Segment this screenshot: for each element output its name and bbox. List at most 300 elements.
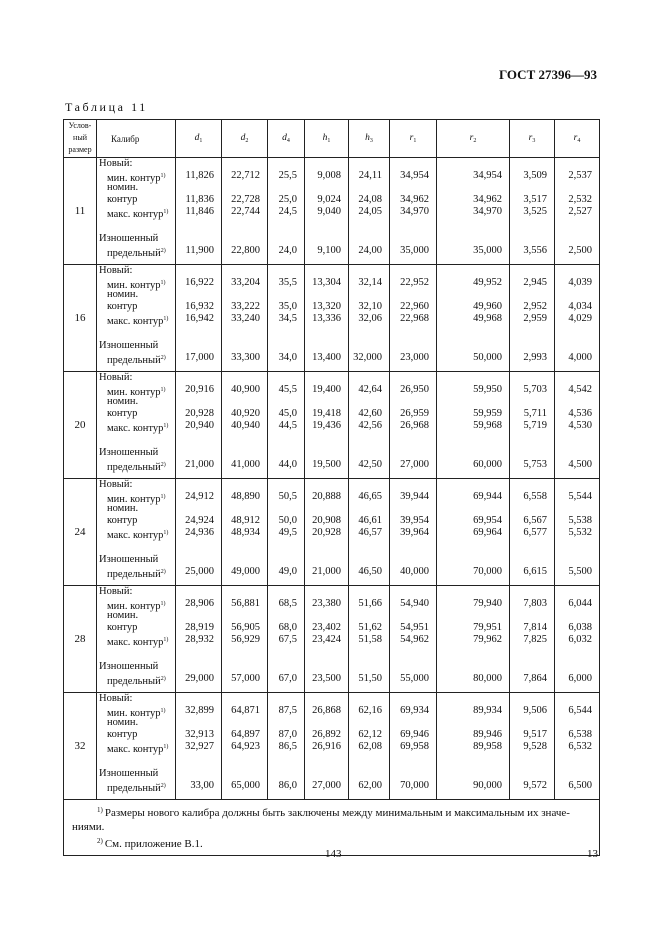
value-cell (510, 551, 555, 586)
value-nom: 69,954 (473, 515, 502, 526)
blank-line (555, 182, 592, 194)
value-nom: 7,814 (523, 622, 547, 633)
blank-line (268, 661, 297, 673)
value-nom: 5,711 (523, 408, 547, 419)
table-row-worn (64, 230, 600, 265)
blank-line (268, 768, 297, 780)
blank-line (305, 479, 341, 491)
label-new: Новый: (99, 586, 133, 597)
value-min: 5,544 (568, 491, 592, 502)
value-cell (437, 586, 510, 659)
blank-line (349, 289, 382, 301)
value-min: 42,64 (358, 384, 382, 395)
blank-line (349, 340, 382, 352)
value-nom: 16,932 (185, 301, 214, 312)
value-cell (510, 693, 555, 766)
value-cell (510, 337, 555, 372)
blank-line (268, 447, 297, 459)
col-header-r4 (555, 120, 600, 158)
label-max-text: макс. контур (107, 423, 164, 434)
blank-line (349, 182, 382, 194)
blank-line (176, 233, 214, 245)
value-worn: 70,000 (400, 780, 429, 791)
label-max-text: макс. контур (107, 530, 164, 541)
blank-line (510, 479, 547, 491)
value-min: 46,65 (358, 491, 382, 502)
value-nom: 34,962 (400, 194, 429, 205)
value-nom: 23,402 (312, 622, 341, 633)
caliber-worn-cell (97, 444, 176, 479)
blank-line (176, 182, 214, 194)
label-nom: номин. (107, 396, 139, 407)
blank-line (510, 372, 547, 384)
value-cell (390, 586, 437, 659)
value-worn: 6,500 (568, 780, 592, 791)
value-nom: 79,951 (473, 622, 502, 633)
blank-line (390, 479, 429, 491)
table-row-worn (64, 444, 600, 479)
table-header-row (64, 120, 600, 158)
col-header-d2 (222, 120, 268, 158)
value-nom: 68,0 (278, 622, 297, 633)
blank-line (390, 503, 429, 515)
col-subscript: 3 (369, 137, 373, 144)
footnote (72, 803, 593, 834)
value-worn: 5,500 (568, 566, 592, 577)
caliber-worn-cell (97, 551, 176, 586)
label-max (99, 634, 175, 646)
value-min: 4,039 (568, 277, 592, 288)
value-min: 59,950 (473, 384, 502, 395)
col-header-r3 (510, 120, 555, 158)
blank-line (437, 554, 502, 566)
value-nom: 56,905 (231, 622, 260, 633)
label-limit (99, 459, 175, 471)
value-min: 22,712 (231, 170, 260, 181)
value-min: 7,803 (523, 598, 547, 609)
standard-number: ГОСТ 27396—93 (498, 67, 597, 82)
blank-line (268, 503, 297, 515)
value-cell (305, 158, 349, 231)
blank-line (305, 396, 341, 408)
value-worn: 44,0 (278, 459, 297, 470)
label-nom: контур (107, 729, 138, 740)
value-worn: 7,864 (523, 673, 547, 684)
value-worn: 9,572 (523, 780, 547, 791)
value-worn: 3,556 (523, 245, 547, 256)
value-nom: 49,960 (473, 301, 502, 312)
value-min: 9,008 (317, 170, 341, 181)
value-min: 56,881 (231, 598, 260, 609)
value-worn: 27,000 (312, 780, 341, 791)
value-cell (437, 693, 510, 766)
value-max: 22,744 (231, 206, 260, 217)
value-cell (390, 337, 437, 372)
value-min: 39,944 (400, 491, 429, 502)
value-min: 62,16 (358, 705, 382, 716)
blank-line (222, 396, 260, 408)
value-cell (349, 337, 390, 372)
value-min: 40,900 (231, 384, 260, 395)
blank-line (305, 768, 341, 780)
value-nom: 48,912 (231, 515, 260, 526)
blank-line (437, 447, 502, 459)
value-max: 24,5 (278, 206, 297, 217)
label-limit (99, 673, 175, 685)
value-min: 54,940 (400, 598, 429, 609)
value-max: 69,964 (473, 527, 502, 538)
value-cell (222, 586, 268, 659)
value-nom: 9,024 (317, 194, 341, 205)
value-worn: 34,0 (278, 352, 297, 363)
value-max: 2,959 (523, 313, 547, 324)
blank-line (349, 265, 382, 277)
blank-line (349, 372, 382, 384)
label-limit-text: предельный (107, 676, 161, 687)
label-max (99, 527, 175, 539)
blank-line (176, 289, 214, 301)
caliber-worn-cell (97, 658, 176, 693)
value-cell (222, 693, 268, 766)
footnote-ref: 1) (163, 209, 169, 215)
blank-line (555, 396, 592, 408)
value-worn: 11,900 (185, 245, 214, 256)
size-cell: 28 (64, 586, 97, 693)
footnote-ref: 1) (163, 637, 169, 643)
value-cell (349, 693, 390, 766)
value-max: 54,962 (400, 634, 429, 645)
value-cell (176, 586, 222, 659)
value-cell (437, 551, 510, 586)
value-max: 34,5 (278, 313, 297, 324)
value-nom: 51,62 (358, 622, 382, 633)
blank-line (222, 661, 260, 673)
value-nom: 34,962 (473, 194, 502, 205)
value-max: 6,577 (523, 527, 547, 538)
footnote-ref: 1) (160, 387, 166, 393)
value-min: 24,912 (185, 491, 214, 502)
value-max: 7,825 (523, 634, 547, 645)
label-max (99, 741, 175, 753)
value-cell (176, 444, 222, 479)
value-cell (390, 479, 437, 552)
blank-line (555, 610, 592, 622)
blank-line (510, 610, 547, 622)
value-cell (305, 230, 349, 265)
col-subscript: 4 (577, 137, 581, 144)
value-cell (305, 479, 349, 552)
footnote-ref: 1) (163, 423, 169, 429)
blank-line (510, 447, 547, 459)
value-worn: 21,000 (312, 566, 341, 577)
value-max: 24,936 (185, 527, 214, 538)
value-nom: 26,892 (312, 729, 341, 740)
footnote-ref: 1) (160, 494, 166, 500)
blank-line (268, 479, 297, 491)
blank-line (176, 479, 214, 491)
value-nom: 11,836 (185, 194, 214, 205)
blank-line (390, 396, 429, 408)
value-cell (176, 265, 222, 338)
blank-line (176, 503, 214, 515)
value-max: 28,932 (185, 634, 214, 645)
footnote-ref: 2) (160, 355, 166, 361)
value-cell (305, 337, 349, 372)
label-new: Новый: (99, 372, 133, 383)
value-nom: 25,0 (278, 194, 297, 205)
col-symbol: r (469, 132, 474, 143)
value-worn: 23,500 (312, 673, 341, 684)
value-worn: 65,000 (231, 780, 260, 791)
blank-line (222, 693, 260, 705)
value-cell (222, 372, 268, 445)
value-min: 50,5 (278, 491, 297, 502)
col-symbol: r (528, 132, 533, 143)
col-subscript: 4 (286, 137, 290, 144)
blank-line (268, 396, 297, 408)
value-nom: 4,034 (568, 301, 592, 312)
value-max: 34,970 (473, 206, 502, 217)
blank-line (305, 586, 341, 598)
caliber-worn-cell (97, 230, 176, 265)
blank-line (268, 372, 297, 384)
blank-line (349, 447, 382, 459)
value-min: 64,871 (231, 705, 260, 716)
value-nom: 35,0 (278, 301, 297, 312)
blank-line (176, 158, 214, 170)
value-max: 67,5 (278, 634, 297, 645)
value-max: 59,968 (473, 420, 502, 431)
value-cell (390, 693, 437, 766)
blank-line (390, 340, 429, 352)
footnote-ref: 1) (160, 601, 166, 607)
value-max: 64,923 (231, 741, 260, 752)
value-cell (510, 158, 555, 231)
value-cell (349, 658, 390, 693)
blank-line (555, 340, 592, 352)
value-min: 34,954 (473, 170, 502, 181)
value-cell (390, 444, 437, 479)
value-cell (222, 765, 268, 800)
value-max: 6,532 (568, 741, 592, 752)
value-nom: 28,919 (185, 622, 214, 633)
caliber-worn-cell (97, 337, 176, 372)
value-cell (268, 230, 305, 265)
blank-line (390, 265, 429, 277)
value-cell (268, 765, 305, 800)
col-subscript: 1 (199, 137, 203, 144)
blank-line (390, 610, 429, 622)
blank-line (305, 503, 341, 515)
value-cell (510, 444, 555, 479)
blank-line (349, 610, 382, 622)
blank-line (349, 768, 382, 780)
value-cell (349, 230, 390, 265)
value-min: 69,944 (473, 491, 502, 502)
blank-line (390, 693, 429, 705)
value-worn: 33,300 (231, 352, 260, 363)
blank-line (349, 554, 382, 566)
blank-line (176, 265, 214, 277)
value-worn: 35,000 (473, 245, 502, 256)
value-worn: 49,0 (278, 566, 297, 577)
value-cell (349, 586, 390, 659)
blank-line (268, 554, 297, 566)
value-cell (305, 265, 349, 338)
blank-line (176, 447, 214, 459)
value-cell (349, 479, 390, 552)
value-cell (555, 658, 600, 693)
table-row-new (64, 158, 600, 231)
value-cell (555, 337, 600, 372)
label-min-text: мин. контур (107, 387, 161, 398)
value-min: 28,906 (185, 598, 214, 609)
value-cell (555, 158, 600, 231)
value-cell (437, 658, 510, 693)
value-cell (510, 765, 555, 800)
label-min-text: мин. контур (107, 601, 161, 612)
value-cell (305, 444, 349, 479)
blank-line (437, 396, 502, 408)
value-worn: 24,0 (278, 245, 297, 256)
value-cell (305, 693, 349, 766)
value-cell (305, 658, 349, 693)
value-nom: 9,517 (523, 729, 547, 740)
col-symbol: r (573, 132, 578, 143)
value-cell (176, 479, 222, 552)
blank-line (555, 503, 592, 515)
value-min: 26,868 (312, 705, 341, 716)
blank-line (555, 265, 592, 277)
value-cell (176, 372, 222, 445)
value-nom: 6,538 (568, 729, 592, 740)
blank-line (390, 661, 429, 673)
caliber-new-cell (97, 586, 176, 659)
value-min: 26,950 (400, 384, 429, 395)
blank-line (349, 158, 382, 170)
value-nom: 87,0 (278, 729, 297, 740)
value-worn: 9,100 (317, 245, 341, 256)
value-max: 46,57 (358, 527, 382, 538)
value-max: 26,916 (312, 741, 341, 752)
label-nom: контур (107, 301, 138, 312)
value-max: 9,528 (523, 741, 547, 752)
value-cell (390, 230, 437, 265)
blank-line (305, 554, 341, 566)
table-row-new (64, 265, 600, 338)
value-cell (222, 658, 268, 693)
blank-line (390, 586, 429, 598)
value-min: 23,380 (312, 598, 341, 609)
table-row-new (64, 693, 600, 766)
footnote-text: См. приложение В.1. (104, 838, 203, 850)
blank-line (390, 372, 429, 384)
size-header-line: Услов- (68, 121, 92, 130)
label-new: Новый: (99, 158, 133, 169)
value-max: 69,958 (400, 741, 429, 752)
label-worn: Изношенный (99, 661, 159, 672)
label-limit-text: предельный (107, 355, 161, 366)
label-worn: Изношенный (99, 447, 159, 458)
value-min: 87,5 (278, 705, 297, 716)
value-cell (555, 444, 600, 479)
blank-line (305, 233, 341, 245)
blank-line (176, 717, 214, 729)
value-nom: 6,038 (568, 622, 592, 633)
col-subscript: 2 (473, 137, 477, 144)
value-cell (555, 693, 600, 766)
value-worn: 40,000 (400, 566, 429, 577)
caliber-new-cell (97, 479, 176, 552)
value-min: 32,899 (185, 705, 214, 716)
value-min: 6,544 (568, 705, 592, 716)
footnote-ref: 1) (163, 316, 169, 322)
value-max: 32,927 (185, 741, 214, 752)
value-worn: 27,000 (400, 459, 429, 470)
value-nom: 26,959 (400, 408, 429, 419)
value-cell (349, 444, 390, 479)
footnote-ref: 1) (160, 280, 166, 286)
blank-line (222, 479, 260, 491)
size-cell: 16 (64, 265, 97, 372)
blank-line (268, 182, 297, 194)
footnote-ref: 2) (160, 783, 166, 789)
blank-line (437, 717, 502, 729)
value-worn: 86,0 (278, 780, 297, 791)
blank-line (268, 586, 297, 598)
blank-line (268, 233, 297, 245)
blank-line (390, 447, 429, 459)
label-max (99, 420, 175, 432)
value-cell (305, 551, 349, 586)
blank-line (349, 586, 382, 598)
value-nom: 33,222 (231, 301, 260, 312)
value-worn: 49,000 (231, 566, 260, 577)
value-nom: 69,946 (400, 729, 429, 740)
label-new: Новый: (99, 479, 133, 490)
label-limit-text: предельный (107, 569, 161, 580)
blank-line (437, 158, 502, 170)
blank-line (390, 289, 429, 301)
value-min: 79,940 (473, 598, 502, 609)
value-min: 33,204 (231, 277, 260, 288)
blank-line (555, 717, 592, 729)
blank-line (510, 158, 547, 170)
value-min: 48,890 (231, 491, 260, 502)
footnote-number: 1) (97, 806, 103, 814)
value-cell (222, 479, 268, 552)
col-header-d4 (268, 120, 305, 158)
value-cell (268, 444, 305, 479)
col-symbol: h (322, 132, 328, 143)
value-cell (176, 693, 222, 766)
value-min: 20,888 (312, 491, 341, 502)
value-worn: 80,000 (473, 673, 502, 684)
value-cell (437, 479, 510, 552)
label-min-text: мин. контур (107, 494, 161, 505)
value-nom: 40,920 (231, 408, 260, 419)
blank-line (390, 554, 429, 566)
label-max-text: макс. контур (107, 316, 164, 327)
value-min: 9,506 (523, 705, 547, 716)
value-max: 42,56 (358, 420, 382, 431)
blank-line (305, 372, 341, 384)
value-nom: 2,532 (568, 194, 592, 205)
value-nom: 42,60 (358, 408, 382, 419)
value-cell (176, 765, 222, 800)
value-max: 34,970 (400, 206, 429, 217)
value-nom: 13,320 (312, 301, 341, 312)
